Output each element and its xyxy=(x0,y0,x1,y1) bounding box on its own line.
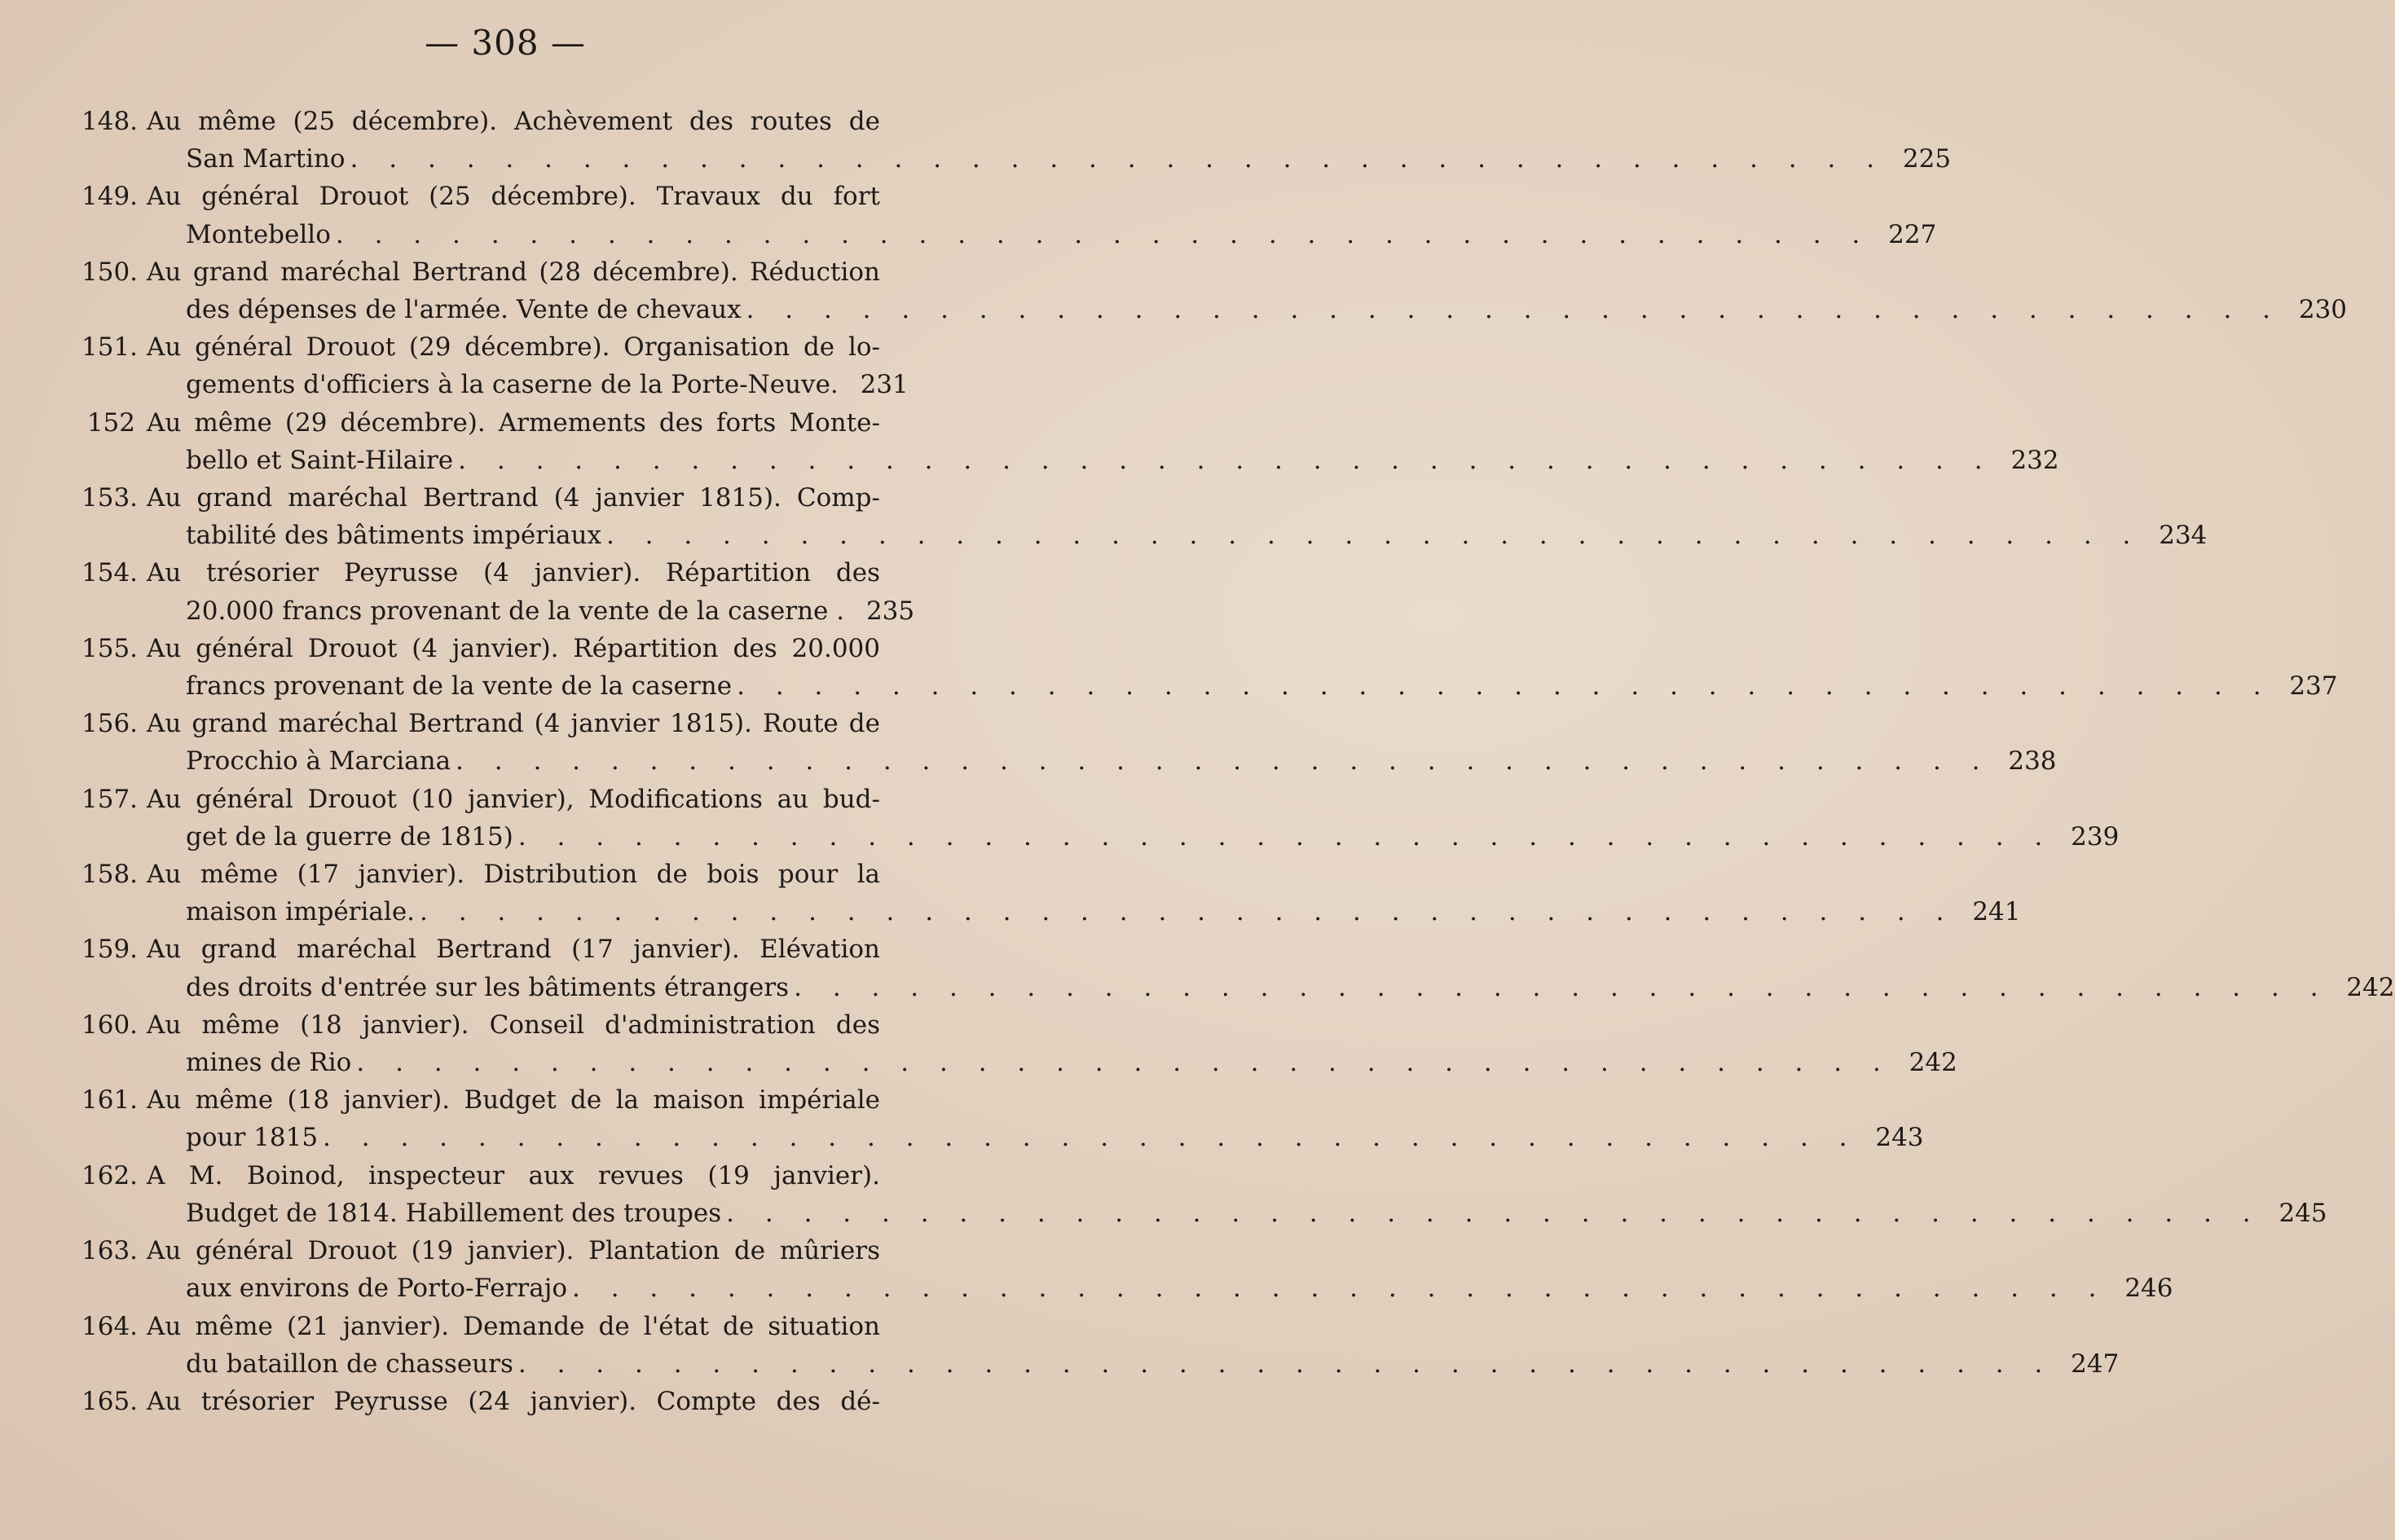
entry-title: Au général Drouot (19 janvier). Plantation de mûriers xyxy=(147,1236,880,1266)
entry-page: 247 xyxy=(2071,1349,2120,1379)
toc-entry xyxy=(81,1383,880,1420)
entry-number: 159. xyxy=(81,935,139,965)
entry-title: Au même (18 janvier). Conseil d'administration des xyxy=(147,1010,880,1040)
entry-title-continuation: bello et Saint-Hilaire xyxy=(186,445,454,475)
entry-title-continuation: francs provenant de la vente de la caserne xyxy=(186,671,733,702)
dot-leader: . . . . . . . . . . . . . . . . . . . . . . . . . . . . . . . . . . . . . . . . xyxy=(517,1349,2054,1379)
entry-number: 148. xyxy=(81,107,139,136)
entry-title: Au même (18 janvier). Budget de la maison impériale xyxy=(147,1085,880,1115)
entry-title-continuation: tabilité des bâtiments impériaux xyxy=(186,521,601,551)
toc-entry xyxy=(81,931,2395,1005)
entry-title: Au général Drouot (10 janvier), Modifications au bud- xyxy=(147,784,880,814)
entry-title-continuation: des dépenses de l'armée. Vente de chevaux xyxy=(186,295,742,325)
toc-entry xyxy=(81,178,1937,253)
entry-title: Au grand maréchal Bertrand (28 décembre). Réduction xyxy=(147,257,880,287)
entry-number: 164. xyxy=(81,1311,139,1341)
entry-page: 232 xyxy=(2010,445,2059,475)
toc-entry xyxy=(81,554,915,629)
entry-title-continuation: Procchio à Marciana xyxy=(186,746,451,777)
dot-leader: . . . . . . . . . . . . . . . . . . . . . . . . . . . . . . . . . . . . . . . . xyxy=(737,671,2273,702)
toc-entry xyxy=(81,630,2338,705)
entry-title-continuation: mines de Rio xyxy=(186,1048,352,1078)
entry-title-continuation: maison impériale. xyxy=(186,897,416,927)
toc-entry xyxy=(81,404,2059,479)
entry-page: 237 xyxy=(2289,671,2338,702)
entry-title: Au même (29 décembre). Armements des forts Monte- xyxy=(147,407,880,438)
toc-entry xyxy=(81,103,1952,178)
dot-leader: . . . . . . . . . . . . . . . . . . . . . . . . . . . . . . . . . . . . . . . . xyxy=(746,295,2283,325)
entry-page: 242 xyxy=(2346,972,2395,1002)
entry-title: Au même (25 décembre). Achèvement des routes de xyxy=(147,107,880,136)
entry-number: 162. xyxy=(81,1160,139,1190)
toc-entry xyxy=(81,1081,1924,1156)
entry-page: 234 xyxy=(2159,521,2208,551)
entry-title-continuation: pour 1815 xyxy=(186,1123,319,1153)
entry-title-continuation: aux environs de Porto-Ferrajo xyxy=(186,1274,568,1304)
entry-page: 231 xyxy=(860,370,909,400)
entry-title: Au grand maréchal Bertrand (4 janvier 1815). Route de xyxy=(147,709,880,739)
entry-page: 239 xyxy=(2071,821,2120,851)
entry-title-continuation: San Martino xyxy=(186,144,346,174)
toc-entry xyxy=(81,1308,2120,1383)
entry-title: Au général Drouot (25 décembre). Travaux du fort xyxy=(147,182,880,212)
entry-title-continuation: gements d'officiers à la caserne de la Porte-Neuve. xyxy=(186,370,839,400)
entry-title: Au même (17 janvier). Distribution de bois pour la xyxy=(147,860,880,890)
entry-page: 225 xyxy=(1902,144,1952,174)
dot-leader: . . . . . . . . . . . . . . . . . . . . . . . . . . . . . . . . . . . . . . . . xyxy=(517,821,2054,851)
entry-title: Au trésorier Peyrusse (4 janvier). Répartition des xyxy=(147,558,880,588)
dot-leader: . . . . . . . . . . . . . . . . . . . . . . . . . . . . . . . . . . . . . . . . xyxy=(356,1048,1892,1078)
toc-entry xyxy=(81,781,2120,856)
entry-number: 154. xyxy=(81,558,139,588)
entry-title: Au grand maréchal Bertrand (17 janvier). Elévation xyxy=(147,935,880,965)
entry-title-continuation: 20.000 francs provenant de la vente de la caserne . xyxy=(186,596,845,626)
entry-number: 161. xyxy=(81,1085,139,1115)
entry-number: 153. xyxy=(81,483,139,513)
table-of-contents xyxy=(81,103,2395,1420)
entry-title: Au général Drouot (29 décembre). Organisation de lo- xyxy=(147,332,880,363)
dot-leader: . . . . . . . . . . . . . . . . . . . . . . . . . . . . . . . . . . . . . . . . xyxy=(420,897,1956,927)
dot-leader: . . . . . . . . . . . . . . . . . . . . . . . . . . . . . . . . . . . . . . . . xyxy=(323,1123,1859,1153)
dot-leader: . . . . . . . . . . . . . . . . . . . . . . . . . . . . . . . . . . . . . . . . xyxy=(350,144,1887,174)
dot-leader: . . . . . . . . . . . . . . . . . . . . . . . . . . . . . . . . . . . . . . . . xyxy=(458,445,1994,475)
entry-number: 158. xyxy=(81,860,139,890)
entry-page: 243 xyxy=(1875,1123,1924,1153)
entry-title: Au grand maréchal Bertrand (4 janvier 1815). Comp- xyxy=(147,483,880,513)
entry-title-continuation: du bataillon de chasseurs xyxy=(186,1349,513,1379)
entry-title-continuation: get de la guerre de 1815) xyxy=(186,821,513,851)
entry-page: 230 xyxy=(2298,295,2348,325)
entry-page: 227 xyxy=(1888,219,1937,249)
entry-title: Au même (21 janvier). Demande de l'état de situation xyxy=(147,1311,880,1341)
entry-number: 155. xyxy=(81,633,139,663)
toc-entry xyxy=(81,705,2057,780)
entry-page: 238 xyxy=(2008,746,2057,777)
entry-number: 150. xyxy=(81,257,139,287)
entry-title-continuation: Budget de 1814. Habillement des troupes xyxy=(186,1198,722,1228)
entry-page: 246 xyxy=(2124,1274,2173,1304)
entry-title: Au général Drouot (4 janvier). Répartition des 20.000 xyxy=(147,633,880,663)
toc-entry xyxy=(81,856,2021,931)
toc-entry xyxy=(81,328,909,403)
dot-leader: . . . . . . . . . . . . . . . . . . . . . . . . . . . . . . . . . . . . . . . . xyxy=(456,746,1992,777)
entry-number: 152 xyxy=(86,407,135,438)
entry-title-continuation: Montebello xyxy=(186,219,331,249)
toc-entry xyxy=(81,1157,2327,1232)
entry-title-continuation: des droits d'entrée sur les bâtiments étrangers xyxy=(186,972,790,1002)
page-number: — 308 — xyxy=(425,23,586,63)
entry-title: A M. Boinod, inspecteur aux revues (19 janvier). xyxy=(147,1160,880,1190)
entry-page: 245 xyxy=(2278,1198,2327,1228)
entry-number: 156. xyxy=(81,709,139,739)
entry-page: 235 xyxy=(865,596,915,626)
dot-leader: . . . . . . . . . . . . . . . . . . . . . . . . . . . . . . . . . . . . . . . . xyxy=(335,219,1872,249)
dot-leader: . . . . . . . . . . . . . . . . . . . . . . . . . . . . . . . . . . . . . . . . xyxy=(726,1198,2262,1228)
entry-title: Au trésorier Peyrusse (24 janvier). Compte des dé- xyxy=(147,1386,880,1416)
entry-page: 241 xyxy=(1972,897,2021,927)
entry-number: 165. xyxy=(81,1386,139,1416)
dot-leader: . . . . . . . . . . . . . . . . . . . . . . . . . . . . . . . . . . . . . . . . xyxy=(794,972,2330,1002)
dot-leader: . . . . . . . . . . . . . . . . . . . . . . . . . . . . . . . . . . . . . . . . xyxy=(605,521,2142,551)
entry-number: 149. xyxy=(81,182,139,212)
toc-entry xyxy=(81,1006,1957,1081)
toc-entry xyxy=(81,1232,2173,1307)
entry-number: 151. xyxy=(81,332,139,363)
entry-number: 163. xyxy=(81,1236,139,1266)
entry-page: 242 xyxy=(1909,1048,1957,1078)
entry-number: 160. xyxy=(81,1010,139,1040)
toc-entry xyxy=(81,253,2348,328)
entry-number: 157. xyxy=(81,784,139,814)
dot-leader: . . . . . . . . . . . . . . . . . . . . . . . . . . . . . . . . . . . . . . . . xyxy=(572,1274,2108,1304)
toc-entry xyxy=(81,479,2208,554)
